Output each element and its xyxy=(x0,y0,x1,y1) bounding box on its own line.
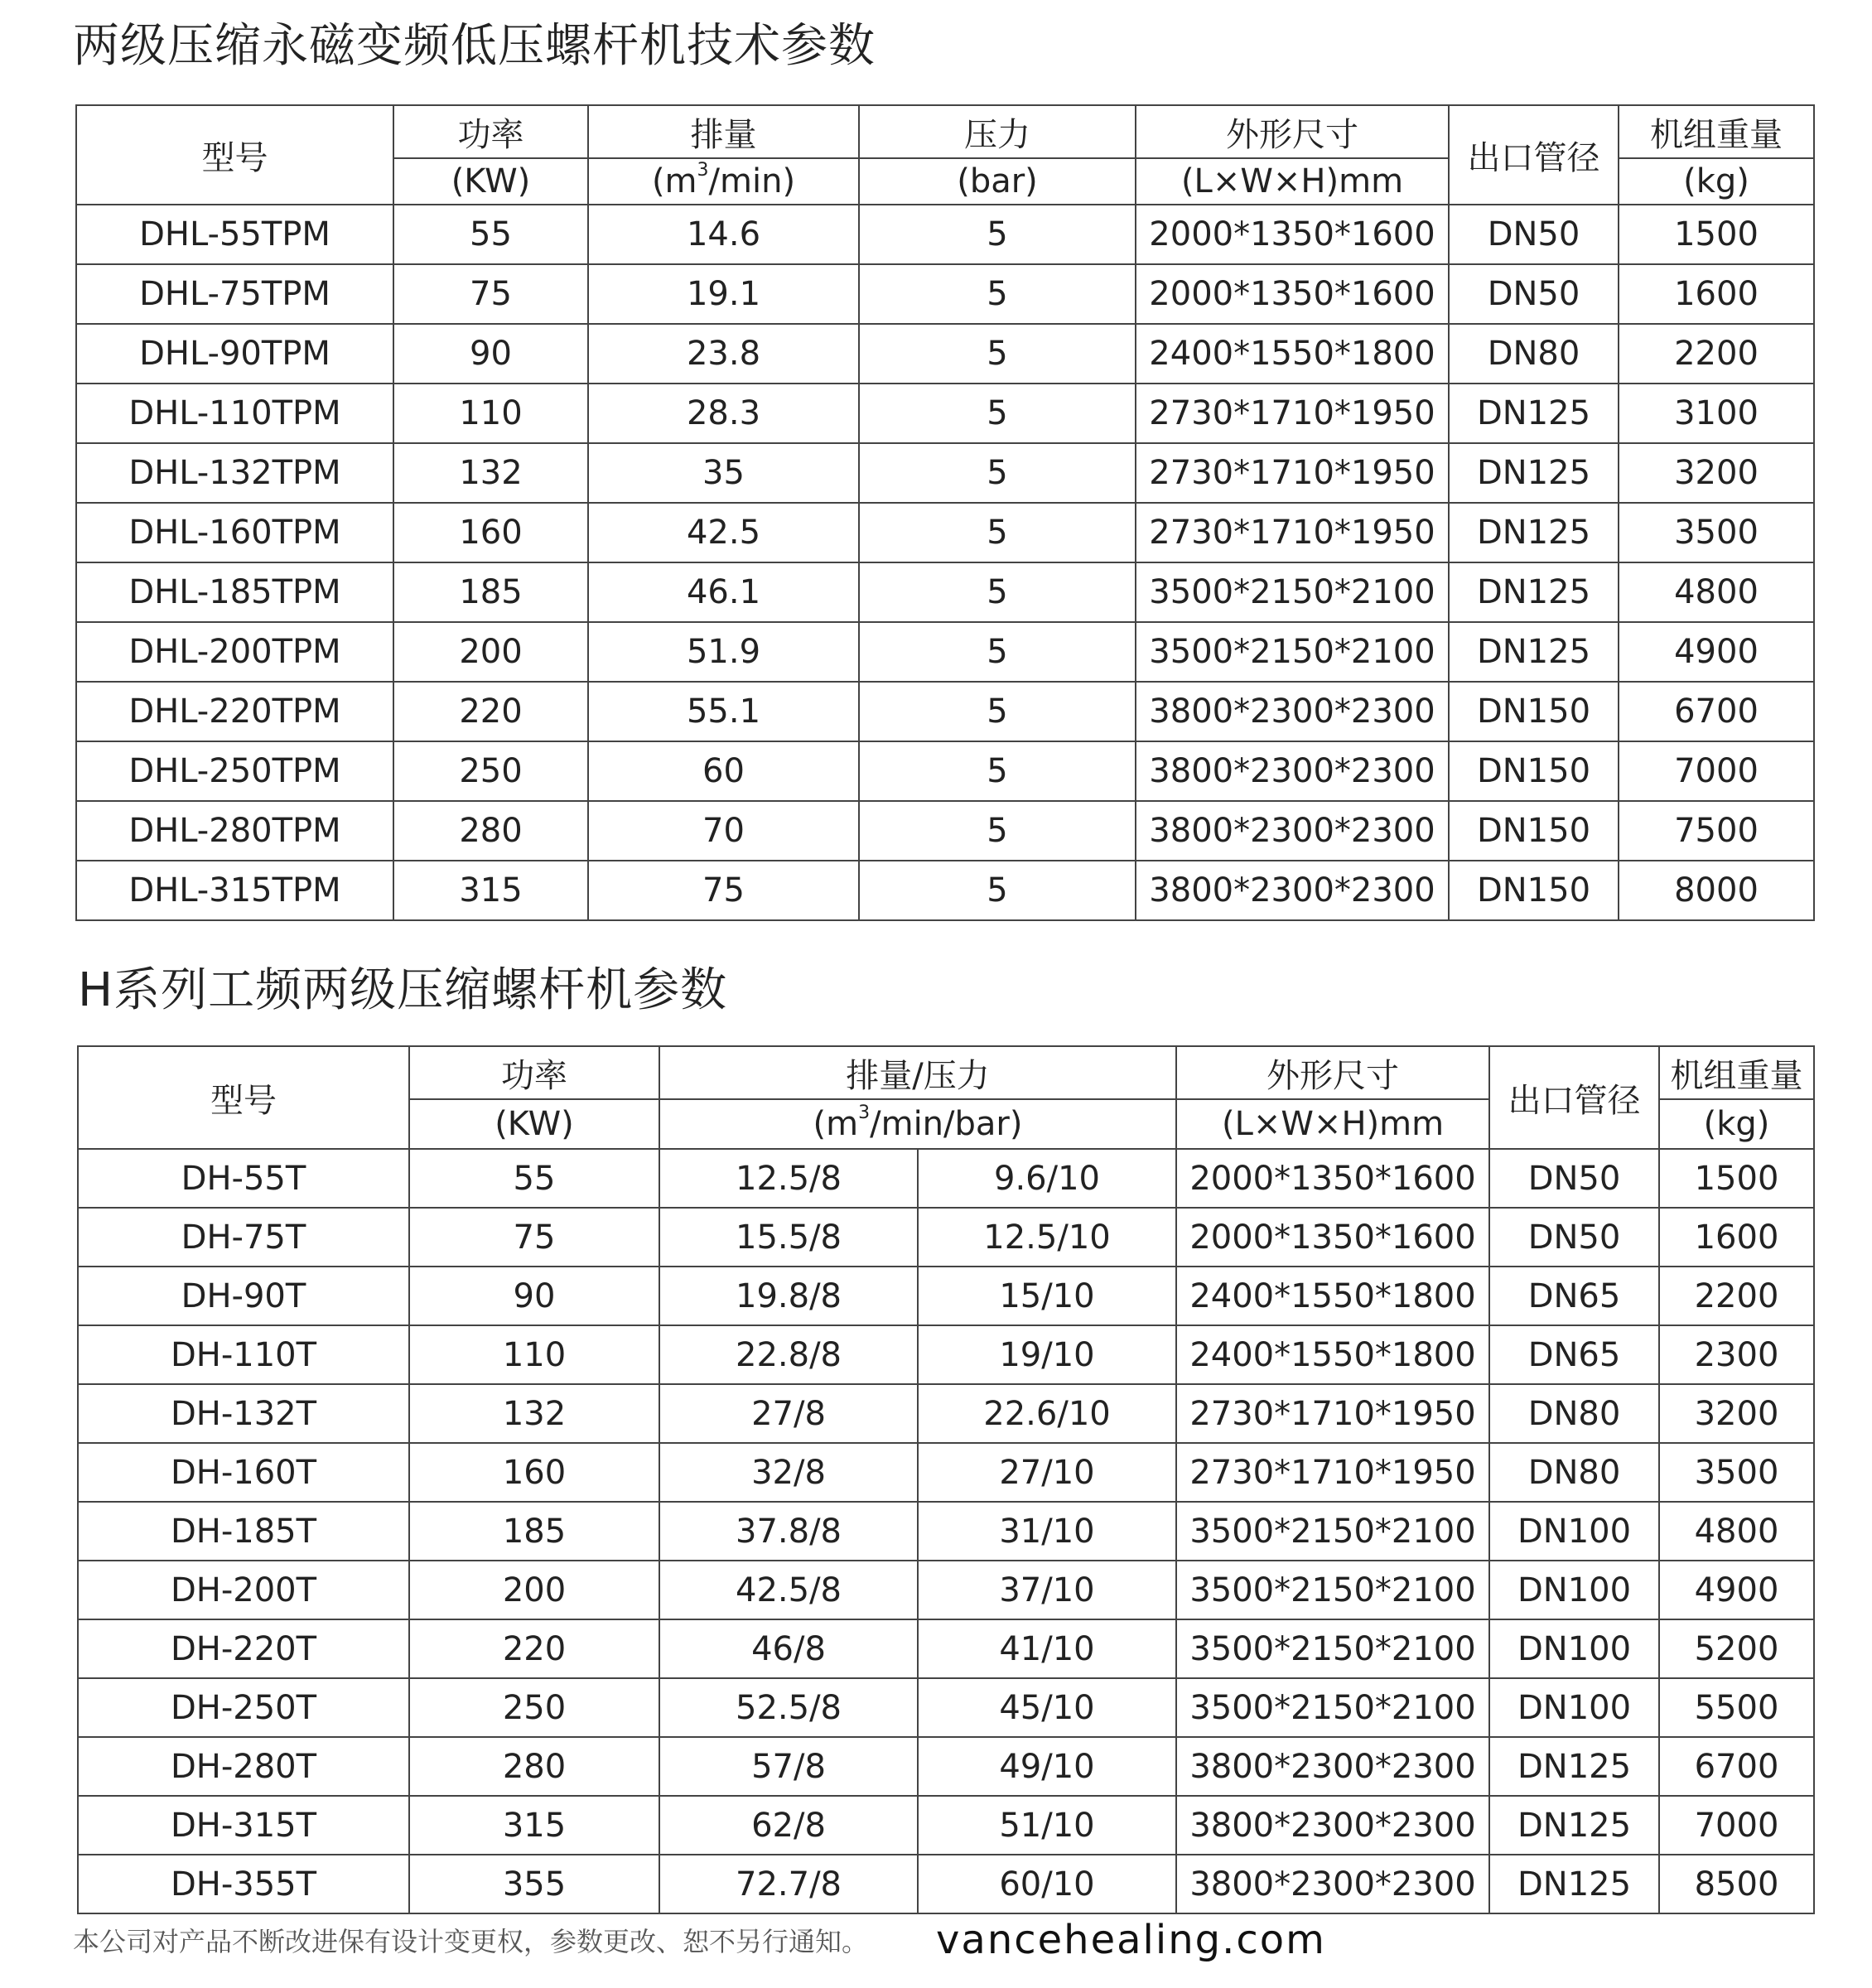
cell-weight: 6700 xyxy=(1659,1737,1814,1796)
cell-model: DHL-220TPM xyxy=(76,682,393,741)
cell-power: 55 xyxy=(409,1149,659,1208)
cell-outlet: DN80 xyxy=(1489,1443,1659,1502)
cell-outlet: DN50 xyxy=(1489,1149,1659,1208)
cell-model: DH-250T xyxy=(78,1678,409,1737)
table-row xyxy=(76,861,1814,920)
cell-flow-10bar: 15/10 xyxy=(918,1267,1176,1325)
cell-displacement: 46.1 xyxy=(588,562,859,622)
cell-weight: 7000 xyxy=(1659,1796,1814,1855)
cell-weight: 4900 xyxy=(1659,1561,1814,1619)
cell-flow-10bar: 31/10 xyxy=(918,1502,1176,1561)
cell-dimensions: 3800*2300*2300 xyxy=(1176,1796,1489,1855)
table-row xyxy=(78,1619,1814,1678)
header-power-unit: (KW) xyxy=(409,1099,659,1149)
header-dimensions: 外形尺寸 xyxy=(1136,105,1449,158)
cell-power: 250 xyxy=(409,1678,659,1737)
table-row xyxy=(78,1325,1814,1384)
cell-outlet: DN125 xyxy=(1489,1855,1659,1913)
cell-model: DH-75T xyxy=(78,1208,409,1267)
cell-flow-10bar: 45/10 xyxy=(918,1678,1176,1737)
cell-flow-8bar: 32/8 xyxy=(659,1443,918,1502)
cell-model: DHL-110TPM xyxy=(76,384,393,443)
cell-flow-8bar: 46/8 xyxy=(659,1619,918,1678)
cell-pressure: 5 xyxy=(859,801,1136,861)
cell-dimensions: 3800*2300*2300 xyxy=(1136,682,1449,741)
cell-flow-8bar: 42.5/8 xyxy=(659,1561,918,1619)
cell-pressure: 5 xyxy=(859,324,1136,384)
cell-model: DH-185T xyxy=(78,1502,409,1561)
table-row xyxy=(76,205,1814,264)
cell-model: DHL-250TPM xyxy=(76,741,393,801)
cell-weight: 1500 xyxy=(1659,1149,1814,1208)
cell-dimensions: 3500*2150*2100 xyxy=(1136,622,1449,682)
cell-weight: 2200 xyxy=(1659,1267,1814,1325)
header-outlet: 出口管径 xyxy=(1449,105,1619,205)
header-power-unit: (KW) xyxy=(393,158,588,205)
cell-power: 110 xyxy=(409,1325,659,1384)
cell-flow-8bar: 22.8/8 xyxy=(659,1325,918,1384)
table-row xyxy=(78,1855,1814,1913)
cell-dimensions: 2400*1550*1800 xyxy=(1176,1267,1489,1325)
cell-flow-8bar: 72.7/8 xyxy=(659,1855,918,1913)
cell-weight: 3100 xyxy=(1619,384,1814,443)
cell-weight: 5500 xyxy=(1659,1678,1814,1737)
cell-weight: 1600 xyxy=(1659,1208,1814,1267)
cell-dimensions: 3800*2300*2300 xyxy=(1136,741,1449,801)
table-row xyxy=(76,384,1814,443)
cell-dimensions: 2730*1710*1950 xyxy=(1176,1443,1489,1502)
cell-displacement: 23.8 xyxy=(588,324,859,384)
cell-power: 160 xyxy=(409,1443,659,1502)
cell-outlet: DN125 xyxy=(1449,384,1619,443)
cell-displacement: 19.1 xyxy=(588,264,859,324)
header-outlet: 出口管径 xyxy=(1489,1046,1659,1149)
cell-outlet: DN50 xyxy=(1449,264,1619,324)
cell-weight: 7000 xyxy=(1619,741,1814,801)
table-row xyxy=(78,1678,1814,1737)
cell-model: DHL-160TPM xyxy=(76,503,393,562)
cell-model: DH-355T xyxy=(78,1855,409,1913)
cell-pressure: 5 xyxy=(859,205,1136,264)
cell-outlet: DN150 xyxy=(1449,741,1619,801)
cell-dimensions: 3800*2300*2300 xyxy=(1176,1737,1489,1796)
cell-power: 132 xyxy=(393,443,588,503)
cell-weight: 4800 xyxy=(1619,562,1814,622)
cell-power: 185 xyxy=(393,562,588,622)
cell-dimensions: 3500*2150*2100 xyxy=(1136,562,1449,622)
cell-power: 185 xyxy=(409,1502,659,1561)
header-model: 型号 xyxy=(78,1046,409,1149)
cell-power: 160 xyxy=(393,503,588,562)
table-row xyxy=(76,503,1814,562)
cell-power: 315 xyxy=(409,1796,659,1855)
cell-pressure: 5 xyxy=(859,443,1136,503)
cell-weight: 5200 xyxy=(1659,1619,1814,1678)
cell-model: DH-200T xyxy=(78,1561,409,1619)
cell-pressure: 5 xyxy=(859,264,1136,324)
cell-weight: 8000 xyxy=(1619,861,1814,920)
cell-power: 250 xyxy=(393,741,588,801)
cell-power: 55 xyxy=(393,205,588,264)
cell-outlet: DN125 xyxy=(1449,562,1619,622)
cell-displacement: 70 xyxy=(588,801,859,861)
cell-flow-10bar: 12.5/10 xyxy=(918,1208,1176,1267)
cell-displacement: 55.1 xyxy=(588,682,859,741)
cell-weight: 7500 xyxy=(1619,801,1814,861)
cell-dimensions: 3500*2150*2100 xyxy=(1176,1502,1489,1561)
cell-model: DH-55T xyxy=(78,1149,409,1208)
cell-flow-8bar: 15.5/8 xyxy=(659,1208,918,1267)
cell-dimensions: 3500*2150*2100 xyxy=(1176,1561,1489,1619)
cell-outlet: DN100 xyxy=(1489,1678,1659,1737)
cell-power: 220 xyxy=(409,1619,659,1678)
cell-model: DH-110T xyxy=(78,1325,409,1384)
table1-title: 两级压缩永磁变频低压螺杆机技术参数 xyxy=(73,19,876,73)
table-row xyxy=(76,443,1814,503)
table-row xyxy=(78,1443,1814,1502)
cell-flow-10bar: 22.6/10 xyxy=(918,1384,1176,1443)
table-row xyxy=(78,1384,1814,1443)
table-row xyxy=(78,1267,1814,1325)
cell-power: 355 xyxy=(409,1855,659,1913)
cell-model: DH-280T xyxy=(78,1737,409,1796)
cell-dimensions: 3500*2150*2100 xyxy=(1176,1678,1489,1737)
cell-dimensions: 3800*2300*2300 xyxy=(1136,861,1449,920)
table2-spec-table xyxy=(77,1045,1815,1914)
cell-flow-8bar: 57/8 xyxy=(659,1737,918,1796)
cell-model: DHL-75TPM xyxy=(76,264,393,324)
table-row xyxy=(76,801,1814,861)
cell-outlet: DN125 xyxy=(1489,1737,1659,1796)
cell-pressure: 5 xyxy=(859,503,1136,562)
cell-displacement: 60 xyxy=(588,741,859,801)
cell-displacement: 51.9 xyxy=(588,622,859,682)
cell-model: DH-90T xyxy=(78,1267,409,1325)
cell-flow-10bar: 51/10 xyxy=(918,1796,1176,1855)
cell-model: DHL-55TPM xyxy=(76,205,393,264)
cell-flow-10bar: 37/10 xyxy=(918,1561,1176,1619)
cell-model: DHL-280TPM xyxy=(76,801,393,861)
cell-pressure: 5 xyxy=(859,741,1136,801)
header-weight-unit: (kg) xyxy=(1659,1099,1814,1149)
table-row xyxy=(76,622,1814,682)
cell-model: DHL-132TPM xyxy=(76,443,393,503)
cell-dimensions: 2000*1350*1600 xyxy=(1176,1149,1489,1208)
cell-pressure: 5 xyxy=(859,682,1136,741)
cell-flow-8bar: 27/8 xyxy=(659,1384,918,1443)
cell-power: 200 xyxy=(409,1561,659,1619)
cell-dimensions: 2730*1710*1950 xyxy=(1136,384,1449,443)
header-dimensions-unit: (L×W×H)mm xyxy=(1136,158,1449,205)
cell-power: 90 xyxy=(393,324,588,384)
table-row xyxy=(78,1561,1814,1619)
cell-dimensions: 2730*1710*1950 xyxy=(1136,443,1449,503)
cell-weight: 2300 xyxy=(1659,1325,1814,1384)
header-weight-unit: (kg) xyxy=(1619,158,1814,205)
header-flow-pressure: 排量/压力 xyxy=(659,1046,1176,1099)
cell-weight: 3500 xyxy=(1619,503,1814,562)
header-pressure: 压力 xyxy=(859,105,1136,158)
cell-weight: 3500 xyxy=(1659,1443,1814,1502)
cell-model: DH-315T xyxy=(78,1796,409,1855)
cell-outlet: DN150 xyxy=(1449,801,1619,861)
header-power: 功率 xyxy=(409,1046,659,1099)
cell-outlet: DN125 xyxy=(1449,443,1619,503)
header-dimensions-unit: (L×W×H)mm xyxy=(1176,1099,1489,1149)
cell-pressure: 5 xyxy=(859,622,1136,682)
cell-dimensions: 2400*1550*1800 xyxy=(1136,324,1449,384)
cell-displacement: 42.5 xyxy=(588,503,859,562)
cell-outlet: DN100 xyxy=(1489,1561,1659,1619)
table-row xyxy=(78,1502,1814,1561)
cell-power: 90 xyxy=(409,1267,659,1325)
table-row xyxy=(78,1149,1814,1208)
cell-dimensions: 2730*1710*1950 xyxy=(1136,503,1449,562)
cell-power: 75 xyxy=(393,264,588,324)
cell-flow-8bar: 62/8 xyxy=(659,1796,918,1855)
cell-power: 280 xyxy=(409,1737,659,1796)
cell-outlet: DN80 xyxy=(1449,324,1619,384)
website-watermark: vancehealing.com xyxy=(936,1917,1326,1963)
cell-outlet: DN125 xyxy=(1449,622,1619,682)
cell-flow-10bar: 27/10 xyxy=(918,1443,1176,1502)
cell-dimensions: 3500*2150*2100 xyxy=(1176,1619,1489,1678)
table-row xyxy=(76,264,1814,324)
cell-flow-10bar: 60/10 xyxy=(918,1855,1176,1913)
table-row xyxy=(76,741,1814,801)
cell-flow-10bar: 19/10 xyxy=(918,1325,1176,1384)
cell-dimensions: 2400*1550*1800 xyxy=(1176,1325,1489,1384)
cell-dimensions: 2000*1350*1600 xyxy=(1136,205,1449,264)
cell-model: DH-132T xyxy=(78,1384,409,1443)
header-dimensions: 外形尺寸 xyxy=(1176,1046,1489,1099)
cell-power: 110 xyxy=(393,384,588,443)
cell-model: DHL-185TPM xyxy=(76,562,393,622)
cell-outlet: DN150 xyxy=(1449,682,1619,741)
cell-power: 220 xyxy=(393,682,588,741)
cell-dimensions: 2730*1710*1950 xyxy=(1176,1384,1489,1443)
table2-title: H系列工频两级压缩螺杆机参数 xyxy=(78,963,728,1017)
table1-spec-table xyxy=(75,104,1815,921)
cell-flow-8bar: 12.5/8 xyxy=(659,1149,918,1208)
cell-flow-10bar: 9.6/10 xyxy=(918,1149,1176,1208)
cell-model: DHL-315TPM xyxy=(76,861,393,920)
cell-pressure: 5 xyxy=(859,562,1136,622)
cell-model: DH-220T xyxy=(78,1619,409,1678)
header-flow-pressure-unit: $(m^3/\min/bar)$ xyxy=(659,1099,1176,1149)
cell-flow-8bar: 52.5/8 xyxy=(659,1678,918,1737)
cell-dimensions: 3800*2300*2300 xyxy=(1136,801,1449,861)
cell-outlet: DN65 xyxy=(1489,1267,1659,1325)
header-displacement: 排量 xyxy=(588,105,859,158)
cell-pressure: 5 xyxy=(859,861,1136,920)
cell-power: 200 xyxy=(393,622,588,682)
cell-outlet: DN50 xyxy=(1449,205,1619,264)
cell-outlet: DN150 xyxy=(1449,861,1619,920)
table-row xyxy=(76,324,1814,384)
cell-model: DH-160T xyxy=(78,1443,409,1502)
disclaimer-note: 本公司对产品不断改进保有设计变更权，参数更改、恕不另行通知。 xyxy=(73,1926,869,1957)
cell-displacement: 28.3 xyxy=(588,384,859,443)
cell-displacement: 35 xyxy=(588,443,859,503)
cell-power: 315 xyxy=(393,861,588,920)
table-row xyxy=(78,1737,1814,1796)
cell-dimensions: 2000*1350*1600 xyxy=(1136,264,1449,324)
cell-displacement: 14.6 xyxy=(588,205,859,264)
cell-flow-8bar: 19.8/8 xyxy=(659,1267,918,1325)
header-displacement-unit: $(m^3/\min)$ xyxy=(588,158,859,205)
header-weight: 机组重量 xyxy=(1659,1046,1814,1099)
cell-weight: 6700 xyxy=(1619,682,1814,741)
cell-power: 132 xyxy=(409,1384,659,1443)
cell-weight: 3200 xyxy=(1659,1384,1814,1443)
cell-pressure: 5 xyxy=(859,384,1136,443)
header-pressure-unit: (bar) xyxy=(859,158,1136,205)
cell-outlet: DN125 xyxy=(1449,503,1619,562)
cell-model: DHL-90TPM xyxy=(76,324,393,384)
cell-flow-10bar: 41/10 xyxy=(918,1619,1176,1678)
cell-weight: 2200 xyxy=(1619,324,1814,384)
header-power: 功率 xyxy=(393,105,588,158)
table-row xyxy=(78,1796,1814,1855)
cell-weight: 8500 xyxy=(1659,1855,1814,1913)
cell-flow-8bar: 37.8/8 xyxy=(659,1502,918,1561)
cell-model: DHL-200TPM xyxy=(76,622,393,682)
table-row xyxy=(76,562,1814,622)
cell-weight: 4900 xyxy=(1619,622,1814,682)
cell-dimensions: 2000*1350*1600 xyxy=(1176,1208,1489,1267)
cell-flow-10bar: 49/10 xyxy=(918,1737,1176,1796)
cell-outlet: DN50 xyxy=(1489,1208,1659,1267)
header-model: 型号 xyxy=(76,105,393,205)
header-weight: 机组重量 xyxy=(1619,105,1814,158)
cell-outlet: DN80 xyxy=(1489,1384,1659,1443)
cell-displacement: 75 xyxy=(588,861,859,920)
cell-weight: 4800 xyxy=(1659,1502,1814,1561)
table-row xyxy=(78,1208,1814,1267)
cell-dimensions: 3800*2300*2300 xyxy=(1176,1855,1489,1913)
cell-power: 280 xyxy=(393,801,588,861)
cell-weight: 3200 xyxy=(1619,443,1814,503)
table-row xyxy=(76,682,1814,741)
cell-outlet: DN65 xyxy=(1489,1325,1659,1384)
cell-outlet: DN125 xyxy=(1489,1796,1659,1855)
cell-weight: 1500 xyxy=(1619,205,1814,264)
cell-power: 75 xyxy=(409,1208,659,1267)
cell-outlet: DN100 xyxy=(1489,1502,1659,1561)
cell-outlet: DN100 xyxy=(1489,1619,1659,1678)
cell-weight: 1600 xyxy=(1619,264,1814,324)
